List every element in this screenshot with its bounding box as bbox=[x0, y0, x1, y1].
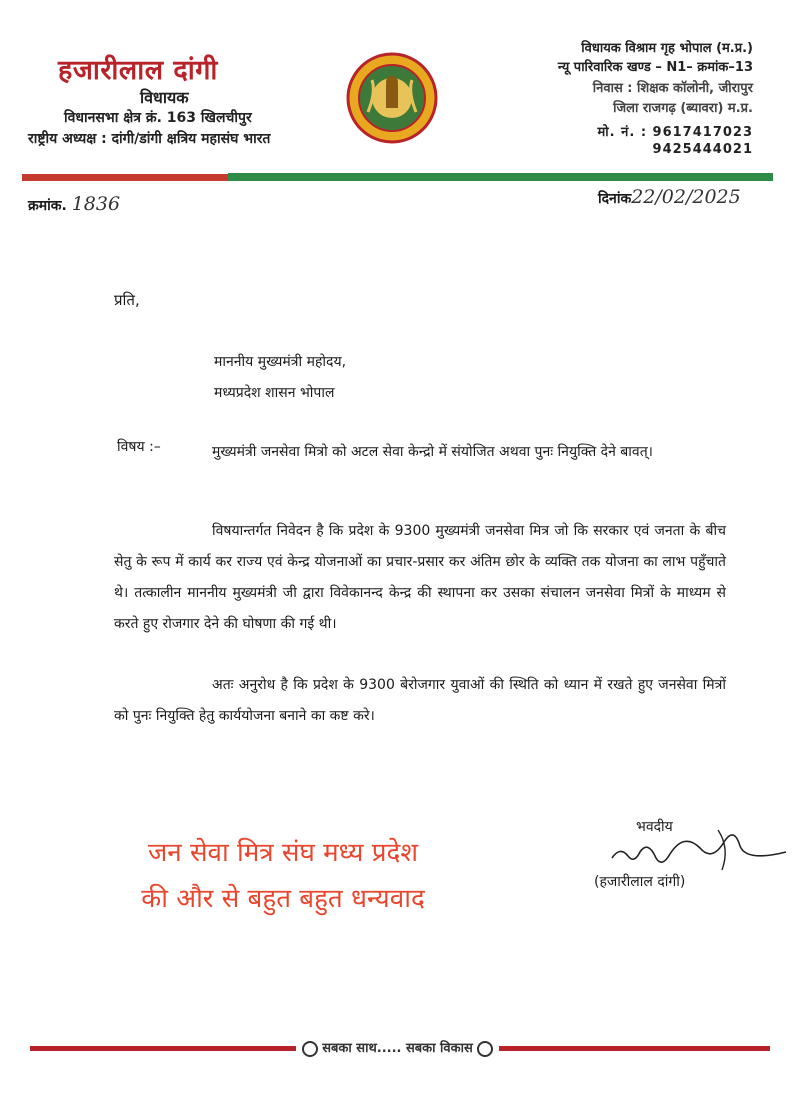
phone-line-1: मो. नं. : 9617417023 bbox=[597, 125, 753, 140]
footer-slogan bbox=[0, 1037, 795, 1057]
signatory-name: (हजारीलाल दांगी) bbox=[594, 874, 686, 890]
letterhead-name: हजारीलाल दांगी bbox=[58, 55, 218, 86]
letter-date bbox=[598, 186, 741, 208]
reference-number bbox=[28, 193, 120, 215]
recipient-office: मध्यप्रदेश शासन भोपाल bbox=[214, 385, 335, 401]
reference-value: 1836 bbox=[71, 193, 121, 215]
salutation-to: प्रति, bbox=[114, 291, 140, 309]
reference-label: क्रमांक. bbox=[28, 198, 67, 214]
header-divider-green bbox=[228, 173, 773, 181]
subject-text: मुख्यमंत्री जनसेवा मित्रो को अटल सेवा केन्द्रो में संयोजित अथवा पुनः नियुक्ति देने बावत्। bbox=[212, 444, 653, 460]
date-value: 22/02/2025 bbox=[631, 186, 741, 208]
body-paragraph-1: विषयान्तर्गत निवेदन है कि प्रदेश के 9300 मुख्यमंत्री जनसेवा मित्र जो कि सरकार एवं जनता के बीच सेतु के रूप में कार्य कर राज्य एवं केन्द्र योजनाओं का प्रचार-प्रसार कर अंतिम छोर के व्यक्ति तक योजना का लाभ पहुँचाते थे। तत्कालीन माननीय मुख्यमंत्री जी द्वारा विवेकानन्द केन्द्र की स्थापना कर उसका संचालन जनसेवा मित्रों के माध्यम से करते हुए रोजगार देने की घोषणा की गई थी। bbox=[114, 523, 726, 632]
phone-line-2: 9425444021 bbox=[652, 142, 753, 157]
subject-label: विषय :– bbox=[117, 439, 161, 455]
address-line-2: न्यू पारिवारिक खण्ड – N1– क्रमांक–13 bbox=[557, 60, 753, 75]
address-line-3: निवास : शिक्षक कॉलोनी, जीरापुर bbox=[592, 81, 753, 96]
handwritten-signature bbox=[600, 818, 790, 878]
letterhead-designation: विधायक bbox=[140, 88, 189, 107]
letterhead-national-post: राष्ट्रीय अध्यक्ष : दांगी/डांगी क्षत्रिय महासंघ भारत bbox=[28, 131, 271, 147]
footer-slogan-text: सबका साथ..... सबका विकास bbox=[322, 1041, 473, 1056]
closing-salutation: भवदीय bbox=[636, 819, 673, 835]
lotus-icon bbox=[477, 1041, 493, 1057]
date-label: दिनांक bbox=[598, 191, 632, 207]
state-emblem-icon bbox=[346, 52, 438, 144]
recipient-title: माननीय मुख्यमंत्री महोदय, bbox=[214, 354, 347, 370]
header-divider-red bbox=[22, 174, 228, 181]
address-line-1: विधायक विश्राम गृह भोपाल (म.प्र.) bbox=[581, 41, 753, 56]
address-line-4: जिला राजगढ़ (ब्यावरा) म.प्र. bbox=[613, 101, 753, 116]
lotus-icon bbox=[302, 1041, 318, 1057]
overlay-thanks-line-2: की और से बहुत बहुत धन्यवाद bbox=[141, 884, 425, 914]
body-paragraph-2: अतः अनुरोध है कि प्रदेश के 9300 बेरोजगार युवाओं की स्थिति को ध्यान में रखते हुए जनसेवा मित्रों को पुनः नियुक्ति हेतु कार्ययोजना बनाने का कष्ट करे। bbox=[114, 677, 726, 724]
letterhead-constituency: विधानसभा क्षेत्र क्रं. 163 खिलचीपुर bbox=[64, 110, 252, 126]
overlay-thanks-line-1: जन सेवा मित्र संघ मध्य प्रदेश bbox=[147, 838, 419, 868]
